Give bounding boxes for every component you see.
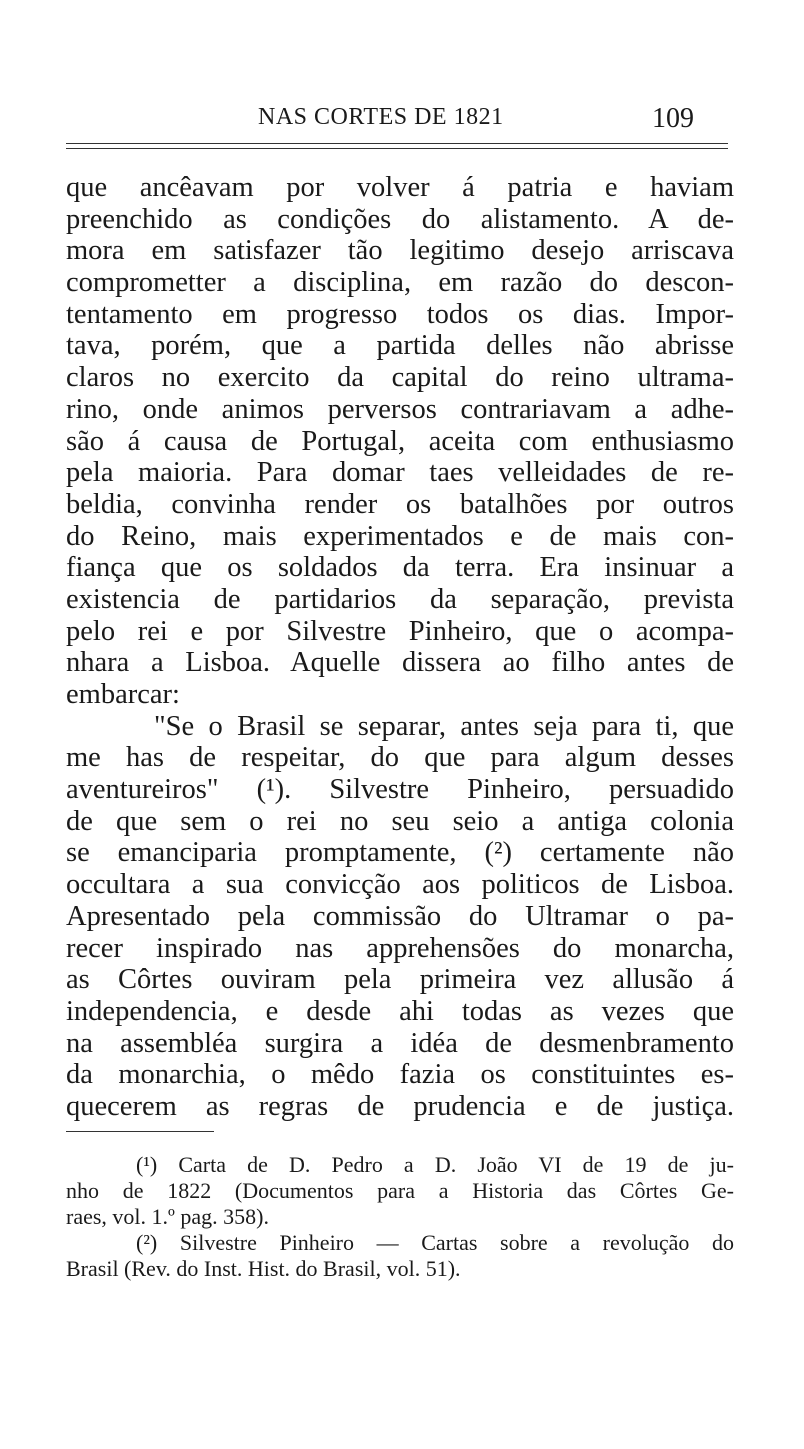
body-line: as Côrtes ouviram pela primeira vez allusão á <box>66 964 734 996</box>
body-line: na assembléa surgira a idéa de desmenbramento <box>66 1027 734 1059</box>
body-line: mora em satisfazer tão legitimo desejo arriscava <box>66 235 734 267</box>
body-text <box>66 172 734 1123</box>
body-line: são á causa de Portugal, aceita com enthusiasmo <box>66 425 734 457</box>
footnote-line: Brasil (Rev. do Inst. Hist. do Brasil, vol. 51). <box>66 1256 461 1281</box>
running-head <box>66 104 734 144</box>
body-line: do Reino, mais experimentados e de mais con- <box>66 520 734 552</box>
body-line: beldia, convinha render os batalhões por outros <box>66 488 734 520</box>
body-line: pelo rei e por Silvestre Pinheiro, que o acompa- <box>66 615 734 647</box>
body-line: occultara a sua convicção aos politicos de Lisboa. <box>66 869 734 901</box>
body-line: tava, porém, que a partida delles não abrisse <box>66 330 734 362</box>
page-number: 109 <box>652 103 694 134</box>
body-line: independencia, e desde ahi todas as vezes que <box>66 995 734 1027</box>
quote-line: "Se o Brasil se separar, antes seja para ti, que <box>154 710 734 742</box>
body-line: quecerem as regras de prudencia e de justiça. <box>66 1090 734 1122</box>
body-line: recer inspirado nas apprehensões do monarcha, <box>66 932 734 964</box>
body-line: que ancêavam por volver á patria e haviam <box>66 172 734 203</box>
footnote-line: nho de 1822 (Documentos para a Historia das Côrtes Ge- <box>66 1178 734 1203</box>
footnote-separator <box>66 1131 214 1132</box>
body-line: preenchido as condições do alistamento. A de- <box>66 203 734 235</box>
body-line: aventureiros" (¹). Silvestre Pinheiro, persuadido <box>66 774 734 806</box>
footnotes <box>66 1152 734 1282</box>
body-line: fiança que os soldados da terra. Era insinuar a <box>66 552 734 584</box>
footnote-line: raes, vol. 1.º pag. 358). <box>66 1204 269 1229</box>
book-page <box>66 0 734 1449</box>
body-line: me has de respeitar, do que para algum desses <box>66 742 734 774</box>
header-double-rule <box>66 143 728 149</box>
running-title: NAS CORTES DE 1821 <box>258 104 504 130</box>
body-line: da monarchia, o mêdo fazia os constituintes es- <box>66 1059 734 1091</box>
body-line: comprometter a disciplina, em razão do descon- <box>66 267 734 299</box>
body-line: existencia de partidarios da separação, prevista <box>66 583 734 615</box>
body-line: pela maioria. Para domar taes velleidades de re- <box>66 457 734 489</box>
body-line: Apresentado pela commissão do Ultramar o pa- <box>66 900 734 932</box>
body-line: de que sem o rei no seu seio a antiga colonia <box>66 805 734 837</box>
body-line: embarcar: <box>66 679 180 710</box>
footnote-line: (¹) Carta de D. Pedro a D. João VI de 19 de ju- <box>136 1152 734 1177</box>
body-line: se emanciparia promptamente, (²) certamente não <box>66 837 734 869</box>
body-line: rino, onde animos perversos contrariavam a adhe- <box>66 393 734 425</box>
body-line: tentamento em progresso todos os dias. Impor- <box>66 298 734 330</box>
body-line: claros no exercito da capital do reino ultrama- <box>66 362 734 394</box>
footnote-line: (²) Silvestre Pinheiro — Cartas sobre a revolução do <box>136 1230 734 1255</box>
body-line: nhara a Lisboa. Aquelle dissera ao filho antes de <box>66 647 734 679</box>
